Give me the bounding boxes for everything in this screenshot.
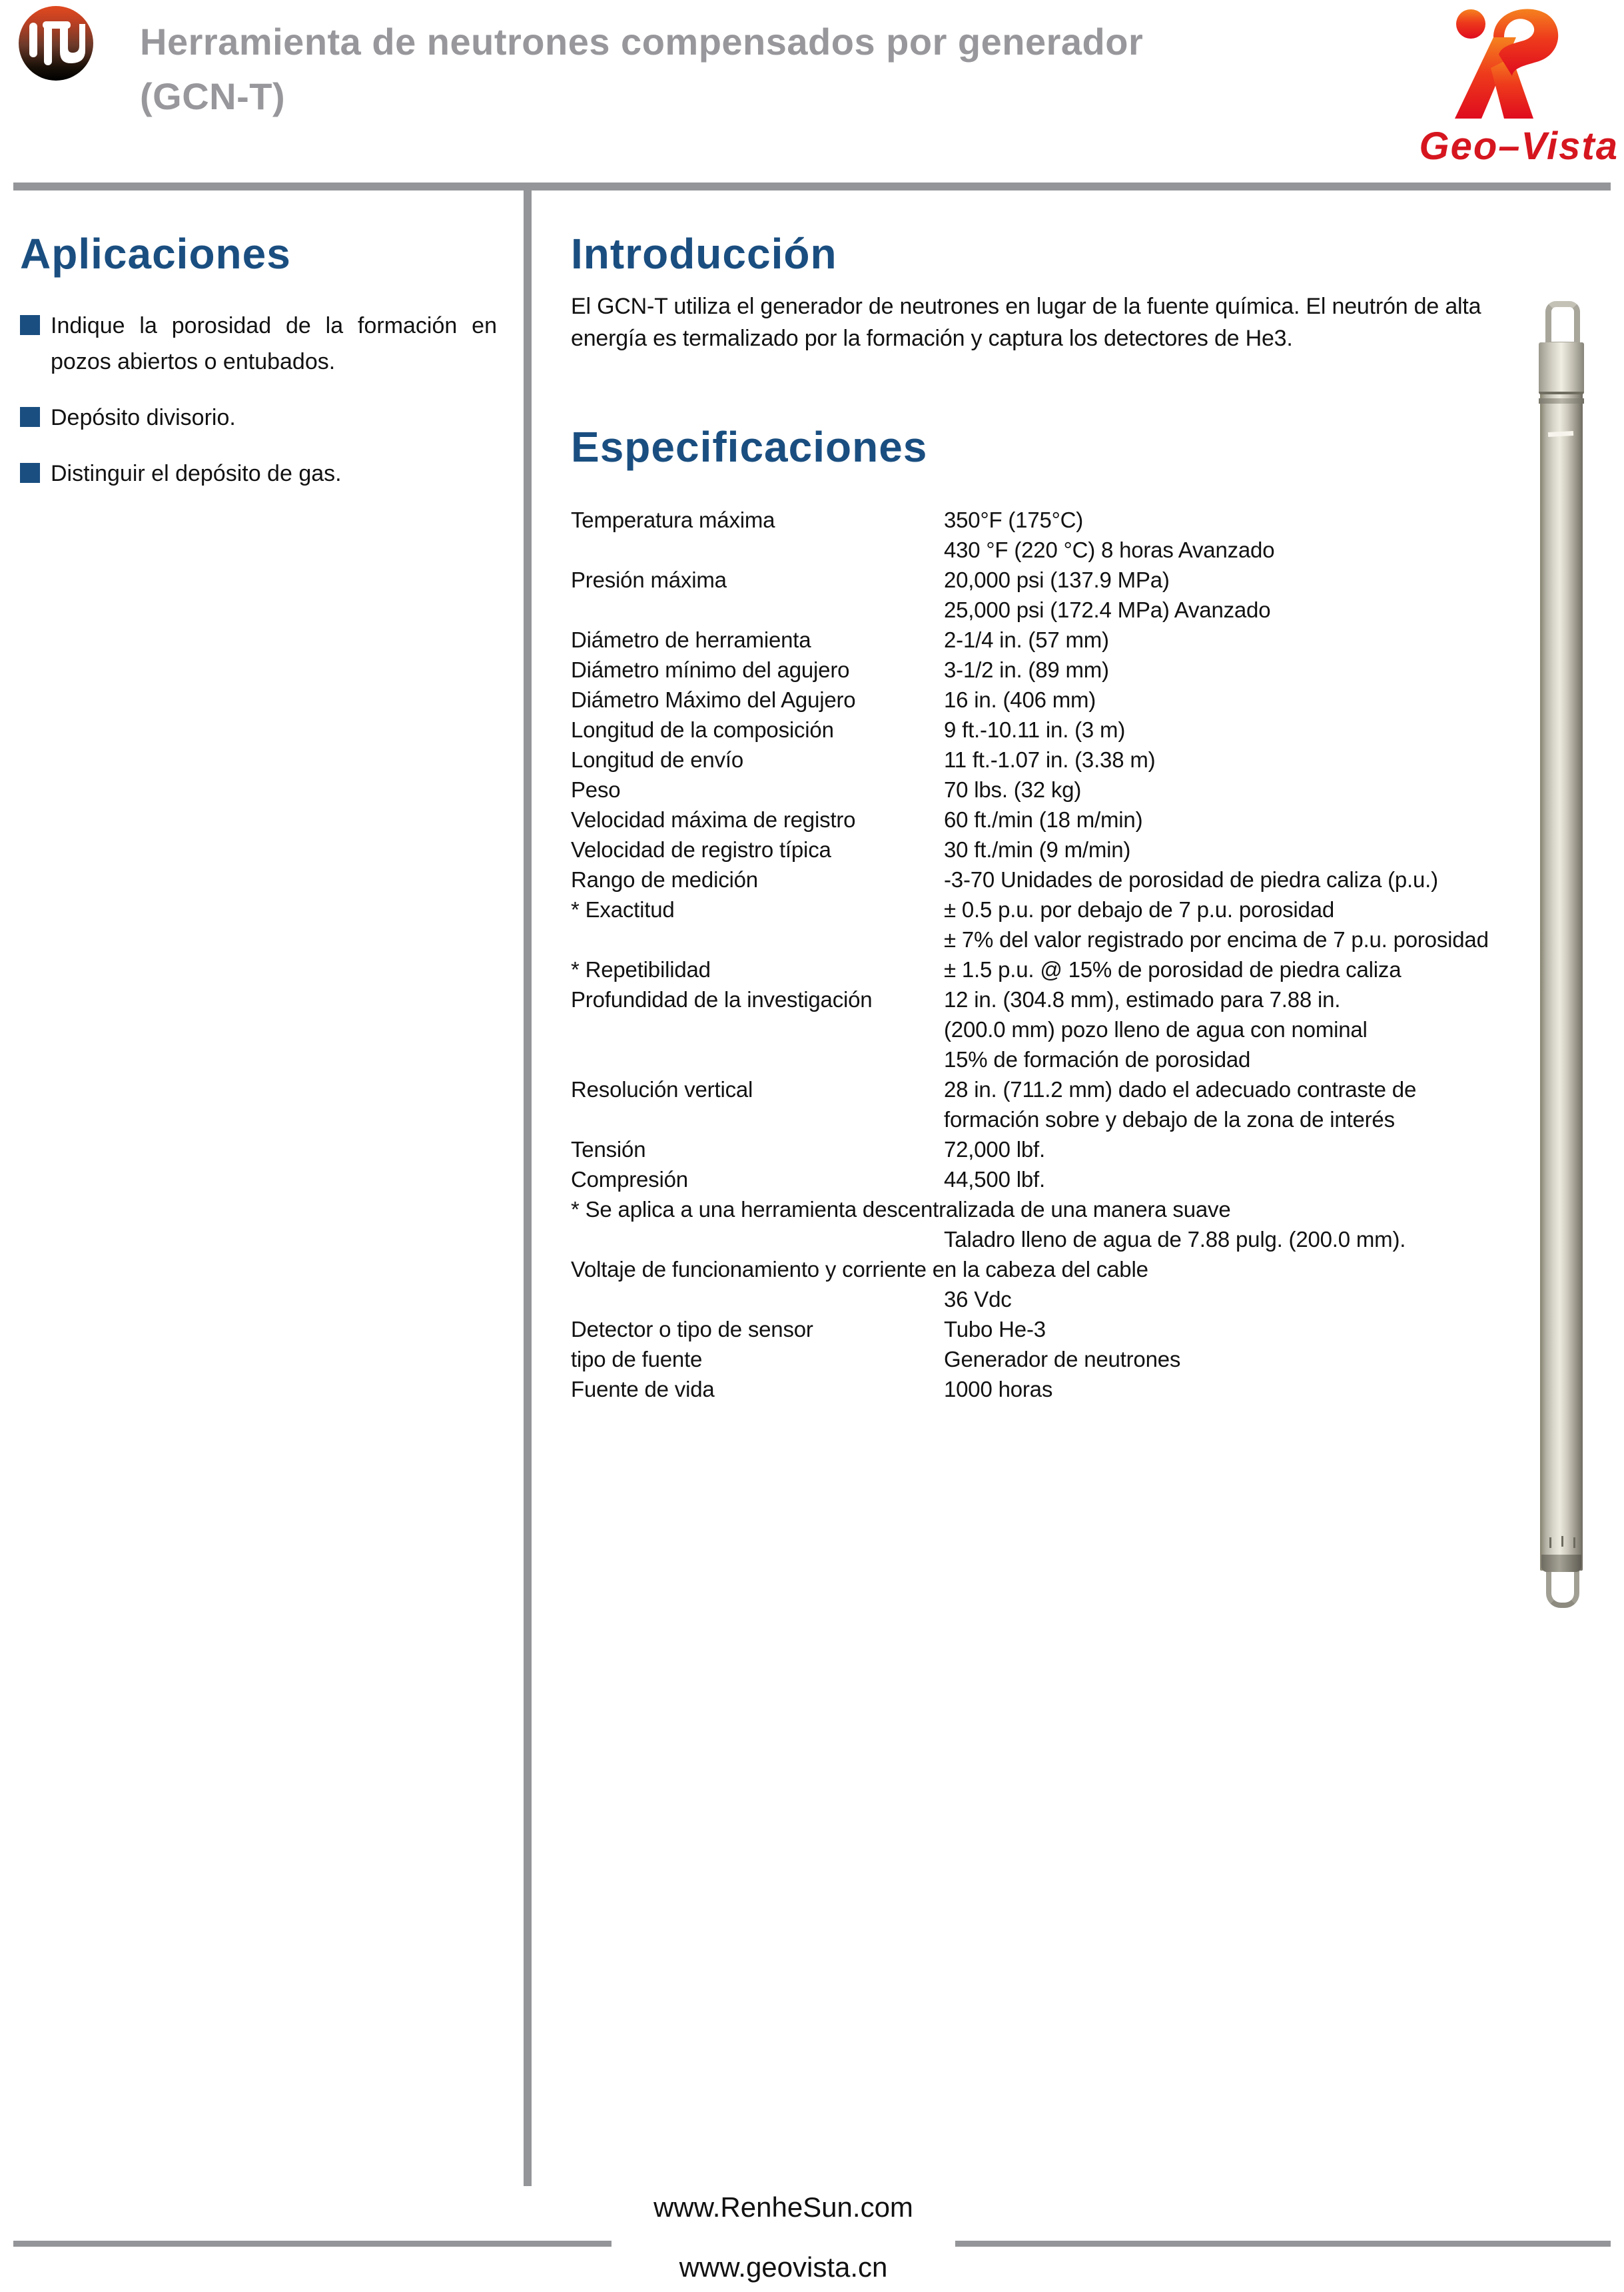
spec-label: Voltaje de funcionamiento y corriente en la cabeza del cable xyxy=(571,1257,1148,1282)
spec-table xyxy=(571,505,1543,1404)
spec-label xyxy=(571,1104,944,1134)
spec-row xyxy=(571,835,1543,865)
bullet-square-icon xyxy=(20,407,40,427)
spec-row xyxy=(571,715,1543,745)
tool-mark xyxy=(1573,1537,1575,1548)
footer-link-geovista[interactable]: www.geovista.cn xyxy=(679,2251,888,2283)
spec-row xyxy=(571,1194,1543,1224)
spec-label: Velocidad máxima de registro xyxy=(571,807,856,832)
bullet-text: Indique la porosidad de la formación en pozos abiertos o entubados. xyxy=(51,313,497,374)
specifications-heading: Especificaciones xyxy=(571,423,928,471)
spec-label: * Se aplica a una herramienta descentralizada de una manera suave xyxy=(571,1197,1231,1222)
spec-value: 30 ft./min (9 m/min) xyxy=(944,837,1131,862)
spec-row xyxy=(571,1284,1543,1314)
spec-row xyxy=(571,1014,1543,1044)
spec-label: Diámetro mínimo del agujero xyxy=(571,657,850,682)
introduction-body: El GCN-T utiliza el generador de neutrones en lugar de la fuente química. El neutrón de alta energía es termalizado por la formación y captura los detectores de He3. xyxy=(571,294,1481,351)
spec-value: 3-1/2 in. (89 mm) xyxy=(944,657,1109,682)
spec-row xyxy=(571,1074,1543,1104)
spec-row xyxy=(571,535,1543,565)
spec-row xyxy=(571,1164,1543,1194)
spec-label: Tensión xyxy=(571,1137,646,1162)
bullet-text: Depósito divisorio. xyxy=(51,405,236,430)
bullet-text: Distinguir el depósito de gas. xyxy=(51,461,342,486)
spec-value: formación sobre y debajo de la zona de interés xyxy=(944,1107,1395,1132)
applications-bullet-list xyxy=(20,308,497,512)
spec-value: 2-1/4 in. (57 mm) xyxy=(944,627,1109,652)
spec-row xyxy=(571,565,1543,595)
spec-value: ± 0.5 p.u. por debajo de 7 p.u. porosidad xyxy=(944,897,1335,922)
tool-photo xyxy=(1540,342,1583,1571)
spec-row xyxy=(571,655,1543,685)
tool-head-section xyxy=(1539,342,1584,394)
spec-row xyxy=(571,685,1543,715)
spec-value: 70 lbs. (32 kg) xyxy=(944,777,1082,802)
page-title-line2: (GCN-T) xyxy=(140,75,286,117)
spec-value: 60 ft./min (18 m/min) xyxy=(944,807,1143,832)
page-title xyxy=(140,15,1406,124)
spec-label: Diámetro Máximo del Agujero xyxy=(571,687,856,712)
spec-label xyxy=(571,1044,944,1074)
tool-bottom-cap xyxy=(1541,1555,1581,1572)
spec-value: 1000 horas xyxy=(944,1377,1053,1401)
spec-label xyxy=(571,535,944,565)
spec-value: 44,500 lbf. xyxy=(944,1167,1045,1192)
spec-row xyxy=(571,1044,1543,1074)
bullet-item xyxy=(20,456,497,492)
spec-label: Temperatura máxima xyxy=(571,508,775,532)
spec-label: Diámetro de herramienta xyxy=(571,627,811,652)
spec-value: 16 in. (406 mm) xyxy=(944,687,1096,712)
introduction-heading: Introducción xyxy=(571,230,837,278)
spec-value: Generador de neutrones xyxy=(944,1347,1181,1371)
bullet-item xyxy=(20,308,497,380)
spec-label xyxy=(571,595,944,625)
spec-label xyxy=(571,1284,944,1314)
spec-row xyxy=(571,1374,1543,1404)
spec-label: Detector o tipo de sensor xyxy=(571,1317,813,1341)
spec-value: 11 ft.-1.07 in. (3.38 m) xyxy=(944,747,1156,772)
spec-row xyxy=(571,984,1543,1014)
geo-vista-logo-text: Geo–Vista xyxy=(1419,125,1619,168)
spec-row xyxy=(571,1254,1543,1284)
renhesun-logo-icon xyxy=(17,4,95,83)
spec-label: Profundidad de la investigación xyxy=(571,987,873,1012)
footer-link-renhesun[interactable]: www.RenheSun.com xyxy=(653,2191,913,2223)
spec-label: Longitud de la composición xyxy=(571,717,834,742)
spec-row xyxy=(571,925,1543,955)
page-title-line1: Herramienta de neutrones compensados por generador xyxy=(140,21,1144,63)
header-divider xyxy=(13,183,1611,191)
spec-value: 36 Vdc xyxy=(944,1287,1012,1312)
spec-row xyxy=(571,595,1543,625)
applications-heading: Aplicaciones xyxy=(20,230,291,278)
spec-row xyxy=(571,955,1543,984)
spec-row xyxy=(571,505,1543,535)
spec-value: -3-70 Unidades de porosidad de piedra caliza (p.u.) xyxy=(944,867,1438,892)
spec-label: Compresión xyxy=(571,1167,688,1192)
spec-row xyxy=(571,1344,1543,1374)
spec-label: Rango de medición xyxy=(571,867,758,892)
spec-value: ± 1.5 p.u. @ 15% de porosidad de piedra caliza xyxy=(944,957,1402,982)
spec-row xyxy=(571,1104,1543,1134)
spec-row xyxy=(571,625,1543,655)
spec-value: 12 in. (304.8 mm), estimado para 7.88 in. xyxy=(944,987,1341,1012)
spec-value: 72,000 lbf. xyxy=(944,1137,1045,1162)
tool-mark xyxy=(1561,1536,1563,1547)
spec-label: Longitud de envío xyxy=(571,747,743,772)
spec-value: 430 °F (220 °C) 8 horas Avanzado xyxy=(944,538,1275,562)
spec-row xyxy=(571,1134,1543,1164)
spec-row xyxy=(571,745,1543,775)
footer xyxy=(611,2183,955,2291)
bullet-item xyxy=(20,400,497,436)
spec-value: Taladro lleno de agua de 7.88 pulg. (200.0 mm). xyxy=(944,1227,1406,1252)
spec-label: * Repetibilidad xyxy=(571,957,711,982)
bullet-square-icon xyxy=(20,315,40,335)
spec-row xyxy=(571,895,1543,925)
spec-label: Velocidad de registro típica xyxy=(571,837,831,862)
spec-row xyxy=(571,805,1543,835)
spec-value: 20,000 psi (137.9 MPa) xyxy=(944,568,1170,592)
spec-value: (200.0 mm) pozo lleno de agua con nominal xyxy=(944,1017,1368,1042)
tool-bottom-bail xyxy=(1546,1567,1579,1608)
spec-label: Resolución vertical xyxy=(571,1077,753,1102)
spec-value: ± 7% del valor registrado por encima de 7 p.u. porosidad xyxy=(944,927,1489,952)
spec-value: 350°F (175°C) xyxy=(944,508,1084,532)
spec-value: 28 in. (711.2 mm) dado el adecuado contraste de xyxy=(944,1077,1417,1102)
spec-row xyxy=(571,1314,1543,1344)
spec-value: Tubo He-3 xyxy=(944,1317,1046,1341)
geo-vista-mark-icon xyxy=(1418,1,1567,127)
spec-label: Peso xyxy=(571,777,621,802)
bullet-square-icon xyxy=(20,463,40,483)
spec-label xyxy=(571,925,944,955)
spec-row xyxy=(571,865,1543,895)
spec-label xyxy=(571,1224,944,1254)
spec-label: tipo de fuente xyxy=(571,1347,703,1371)
tool-mark xyxy=(1549,1537,1551,1548)
spec-label: Presión máxima xyxy=(571,568,727,592)
spec-label xyxy=(571,1014,944,1044)
column-divider xyxy=(524,191,532,2186)
spec-value: 9 ft.-10.11 in. (3 m) xyxy=(944,717,1126,742)
spec-value: 15% de formación de porosidad xyxy=(944,1047,1251,1072)
tool-top-bail xyxy=(1545,301,1580,348)
spec-label: Fuente de vida xyxy=(571,1377,715,1401)
tool-collar xyxy=(1539,398,1584,404)
spec-row xyxy=(571,775,1543,805)
spec-label: * Exactitud xyxy=(571,897,675,922)
spec-row xyxy=(571,1224,1543,1254)
spec-value: 25,000 psi (172.4 MPa) Avanzado xyxy=(944,597,1271,622)
